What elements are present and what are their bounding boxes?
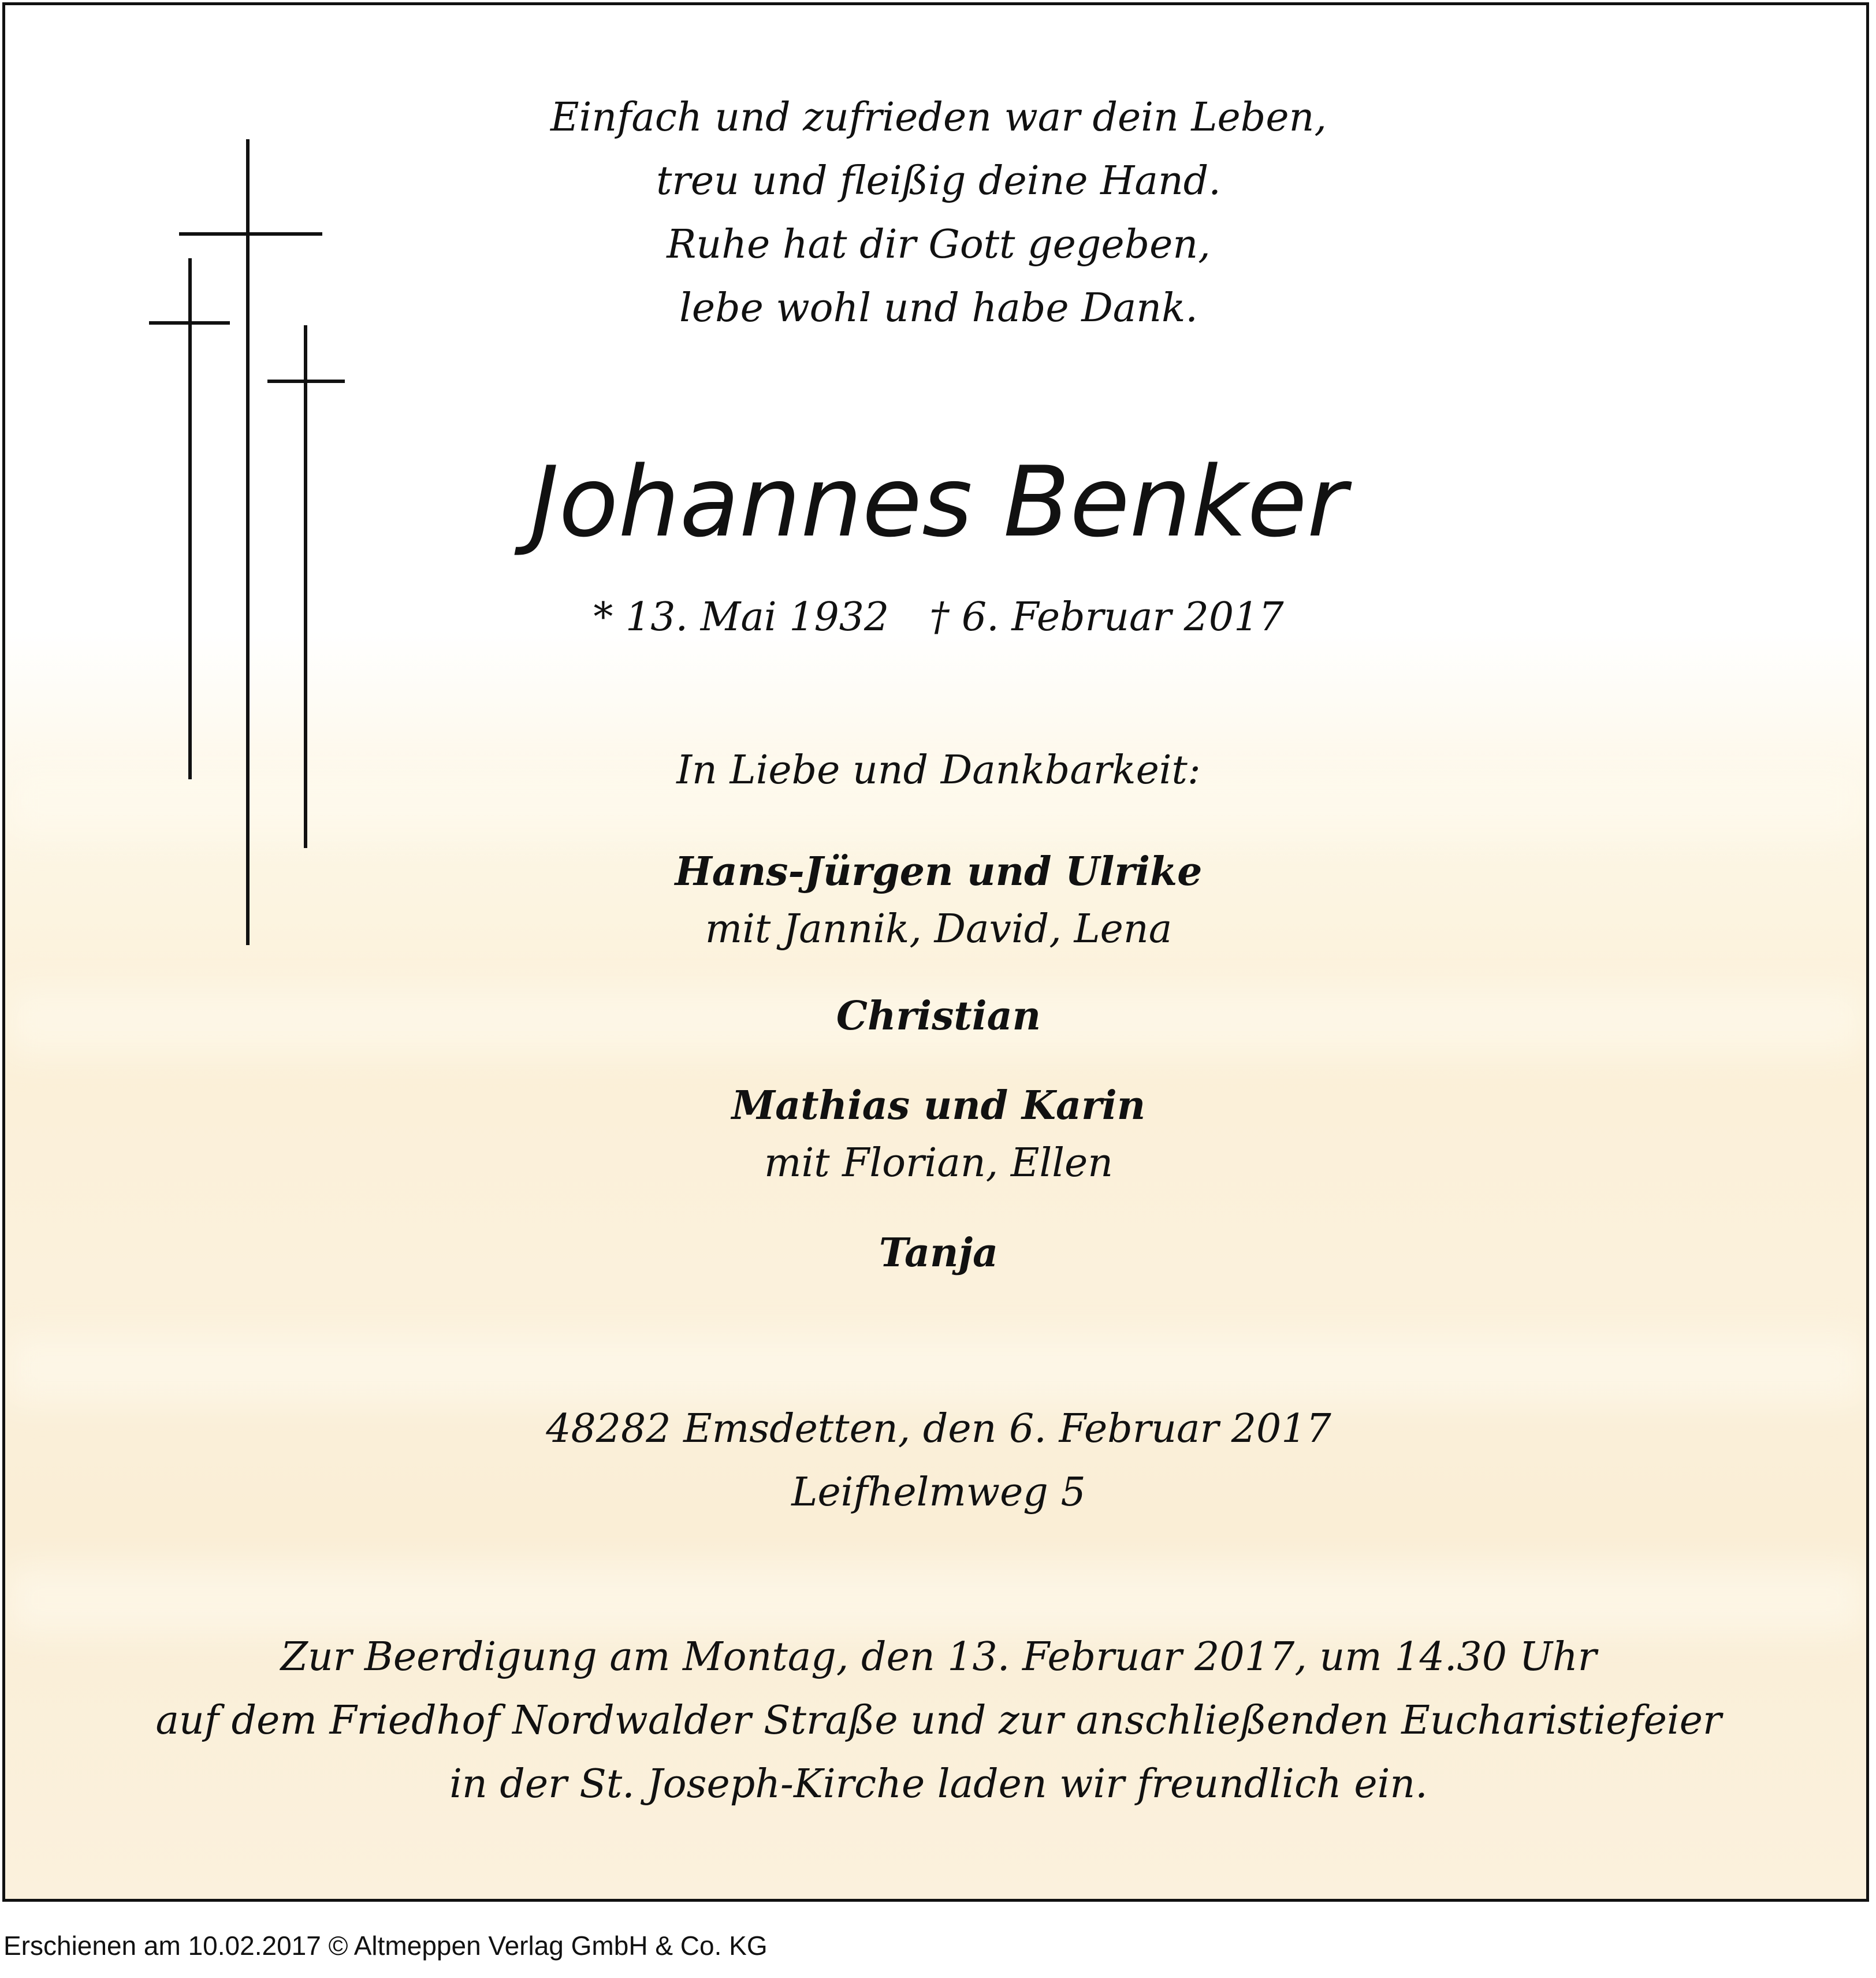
deceased-name: Johannes Benker — [530, 445, 1347, 559]
family-group — [5, 1224, 1869, 1282]
birth-date: * 13. Mai 1932 — [593, 594, 889, 640]
family-group — [5, 1077, 1869, 1192]
funeral-line: Zur Beerdigung am Montag, den 13. Februar 2017, um 14.30 Uhr — [280, 1634, 1597, 1680]
family-group — [5, 987, 1869, 1045]
funeral-invitation — [5, 1626, 1869, 1816]
intro-text: In Liebe und Dankbarkeit: — [676, 748, 1201, 793]
family-names: Hans-Jürgen und Ulrike — [675, 849, 1203, 895]
family-names: Tanja — [879, 1230, 999, 1276]
poem-line: treu und fleißig deine Hand. — [656, 158, 1221, 204]
poem-line: lebe wohl und habe Dank. — [679, 285, 1198, 331]
background-haze — [5, 1565, 1866, 1634]
background-haze — [5, 1334, 1866, 1403]
funeral-line: auf dem Friedhof Nordwalder Straße und zur anschließenden Eucharistiefeier — [155, 1698, 1722, 1743]
family-children: mit Jannik, David, Lena — [705, 906, 1172, 952]
life-dates — [5, 589, 1869, 646]
publication-footer: Erschienen am 10.02.2017 © Altmeppen Verlag GmbH & Co. KG — [3, 1931, 768, 1961]
address: Leifhelmweg 5 — [791, 1470, 1086, 1515]
family-names: Christian — [836, 993, 1041, 1039]
death-date: † 6. Februar 2017 — [929, 594, 1284, 640]
poem-line: Ruhe hat dir Gott gegeben, — [667, 222, 1211, 267]
family-group — [5, 843, 1869, 958]
family-names: Mathias und Karin — [731, 1083, 1146, 1129]
family-children: mit Florian, Ellen — [764, 1140, 1114, 1186]
poem-line: Einfach und zufrieden war dein Leben, — [550, 95, 1327, 140]
funeral-line: in der St. Joseph-Kirche laden wir freundlich ein. — [449, 1761, 1428, 1807]
place-date: 48282 Emsdetten, den 6. Februar 2017 — [546, 1406, 1331, 1452]
place-and-address — [5, 1397, 1869, 1525]
cross-right-horizontal — [267, 380, 345, 383]
poem — [5, 86, 1869, 340]
obituary-notice — [2, 2, 1869, 1902]
